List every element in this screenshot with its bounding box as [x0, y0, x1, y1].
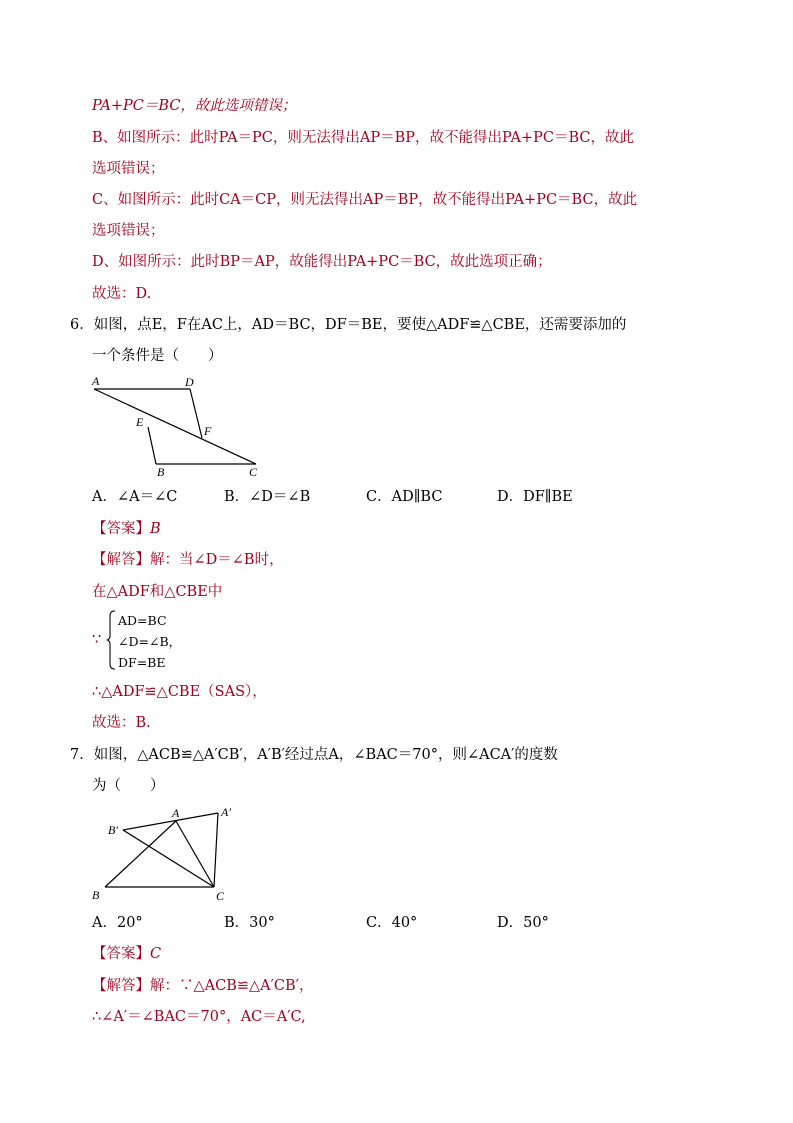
- question-7-answer: [92, 944, 161, 964]
- label-B-prime: B′: [108, 823, 118, 837]
- label-A-prime: A′: [221, 805, 231, 819]
- question-6-option-d: D．DF∥BE: [497, 489, 573, 505]
- solution-line-3: 选项错误；: [92, 161, 165, 177]
- segment-BpC: [123, 830, 214, 887]
- question-6-answer: [92, 519, 161, 539]
- label-B: B: [157, 465, 165, 479]
- solution-text: 解：当∠D＝∠B时，: [150, 552, 284, 568]
- question-7-option-c: C．40°: [366, 915, 418, 931]
- solution-text: 解：∵△ACB≌△A′CB′，: [150, 978, 314, 994]
- solution-line-1: PA+PC＝BC，故此选项错误；: [92, 98, 297, 114]
- segment-BpAp: [123, 813, 218, 830]
- question-6-figure: [86, 372, 276, 480]
- label-C: C: [216, 889, 225, 903]
- label-C: C: [249, 465, 258, 479]
- question-7-stem-line-1: 7．如图，△ACB≌△A′CB′，A′B′经过点A，∠BAC＝70°，则∠ACA′的度数: [70, 747, 558, 763]
- segment-DF: [190, 389, 202, 438]
- question-7-option-d: D．50°: [497, 915, 549, 931]
- label-E: E: [136, 415, 144, 429]
- label-A: A: [172, 806, 180, 820]
- question-7-solution-line-2: ∴∠A′＝∠BAC＝70°，AC＝A′C,: [92, 1009, 306, 1025]
- question-6-stem-line-1: 6．如图，点E，F在AC上，AD＝BC，DF＝BE，要使△ADF≌△CBE，还需要添加的: [70, 317, 627, 333]
- solution-tag: 【解答】: [92, 978, 150, 994]
- segment-AC: [94, 389, 256, 464]
- segment-AC: [176, 821, 214, 887]
- question-6-solution-line-1: [92, 550, 284, 570]
- left-brace: [106, 610, 116, 670]
- question-7-figure: [86, 800, 246, 906]
- label-A: A: [92, 374, 100, 388]
- label-F: F: [204, 424, 212, 438]
- system-line-1: AD=BC: [118, 613, 167, 628]
- answer-tag: 【答案】: [92, 946, 150, 962]
- segment-ApC: [214, 813, 218, 887]
- solution-line-7: 故选：D.: [92, 286, 152, 302]
- question-7-stem-line-2: 为（ ）: [92, 778, 165, 794]
- system-line-2: ∠D=∠B，: [118, 634, 182, 649]
- label-B: B: [92, 888, 100, 902]
- solution-line-2: B、如图所示：此时PA＝PC，则无法得出AP＝BP，故不能得出PA+PC＝BC，故此: [92, 130, 634, 146]
- answer-value: C: [150, 946, 162, 962]
- segment-EB: [148, 427, 156, 464]
- question-6-solution-line-2: 在△ADF和△CBE中: [92, 584, 223, 600]
- question-6-option-a: A．∠A＝∠C: [92, 489, 178, 505]
- solution-line-6: D、如图所示：此时BP＝AP，故能得出PA+PC＝BC，故此选项正确；: [92, 254, 552, 270]
- question-6-solution-line-5: 故选：B.: [92, 715, 151, 731]
- solution-line-5: 选项错误；: [92, 223, 165, 239]
- question-6-option-b: B．∠D＝∠B: [224, 489, 311, 505]
- question-7-option-a: A．20°: [92, 915, 143, 931]
- solution-line-4: C、如图所示：此时CA＝CP，则无法得出AP＝BP，故不能得出PA+PC＝BC，故此: [92, 192, 638, 208]
- question-6-option-c: C．AD∥BC: [366, 489, 443, 505]
- question-7-solution-line-1: [92, 976, 313, 996]
- question-7-option-b: B．30°: [224, 915, 275, 931]
- question-6-stem-line-2: 一个条件是（ ）: [92, 348, 223, 364]
- answer-tag: 【答案】: [92, 521, 150, 537]
- answer-value: B: [150, 521, 161, 537]
- because-symbol: ∵: [92, 632, 102, 648]
- equation-system: [106, 610, 196, 674]
- solution-tag: 【解答】: [92, 552, 150, 568]
- question-6-solution-line-4: ∴△ADF≌△CBE（SAS），: [92, 684, 267, 700]
- system-line-3: DF=BE: [118, 655, 166, 670]
- label-D: D: [185, 375, 194, 389]
